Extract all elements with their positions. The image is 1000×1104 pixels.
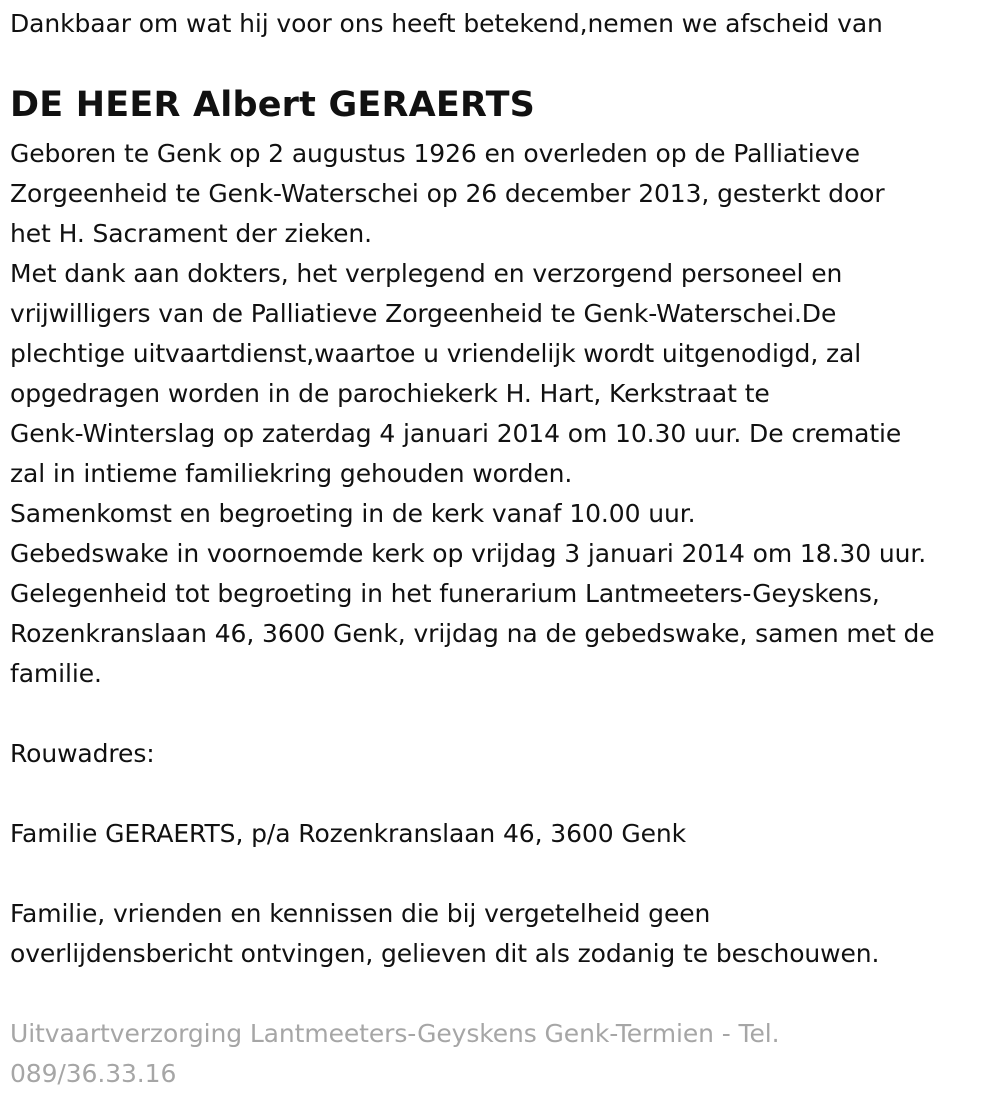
notice-text (10, 894, 879, 974)
obituary-body (10, 134, 935, 694)
notice-line: Familie, vrienden en kennissen die bij vergetelheid geen (10, 899, 711, 928)
body-line: Rozenkranslaan 46, 3600 Genk, vrijdag na de gebedswake, samen met de (10, 619, 935, 648)
body-line: Genk-Winterslag op zaterdag 4 januari 2014 om 10.30 uur. De crematie (10, 419, 902, 448)
body-line: het H. Sacrament der zieken. (10, 219, 372, 248)
notice-line: overlijdensbericht ontvingen, gelieven dit als zodanig te beschouwen. (10, 939, 880, 968)
body-line: vrijwilligers van de Palliatieve Zorgeenheid te Genk-Waterschei.De (10, 299, 837, 328)
body-line: Geboren te Genk op 2 augustus 1926 en overleden op de Palliatieve (10, 139, 860, 168)
body-line: zal in intieme familiekring gehouden worden. (10, 459, 573, 488)
body-line: familie. (10, 659, 102, 688)
body-line: Gebedswake in voornoemde kerk op vrijdag 3 januari 2014 om 18.30 uur. (10, 539, 927, 568)
footer-line: Uitvaartverzorging Lantmeeters-Geyskens Genk-Termien - Tel. (10, 1019, 780, 1048)
body-line: Zorgeenheid te Genk-Waterschei op 26 december 2013, gesterkt door (10, 179, 885, 208)
body-line: plechtige uitvaartdienst,waartoe u vriendelijk wordt uitgenodigd, zal (10, 339, 862, 368)
intro-text: Dankbaar om wat hij voor ons heeft betekend,nemen we afscheid van (10, 9, 883, 38)
funeral-home-footer (10, 1014, 779, 1094)
body-line: Met dank aan dokters, het verplegend en verzorgend personeel en (10, 259, 843, 288)
body-line: Samenkomst en begroeting in de kerk vanaf 10.00 uur. (10, 499, 696, 528)
footer-line: 089/36.33.16 (10, 1059, 177, 1088)
rouwadres-address: Familie GERAERTS, p/a Rozenkranslaan 46, 3600 Genk (10, 819, 687, 848)
body-line: Gelegenheid tot begroeting in het funerarium Lantmeeters-Geyskens, (10, 579, 880, 608)
deceased-name: DE HEER Albert GERAERTS (10, 85, 536, 125)
rouwadres-label: Rouwadres: (10, 739, 155, 768)
body-line: opgedragen worden in de parochiekerk H. Hart, Kerkstraat te (10, 379, 770, 408)
